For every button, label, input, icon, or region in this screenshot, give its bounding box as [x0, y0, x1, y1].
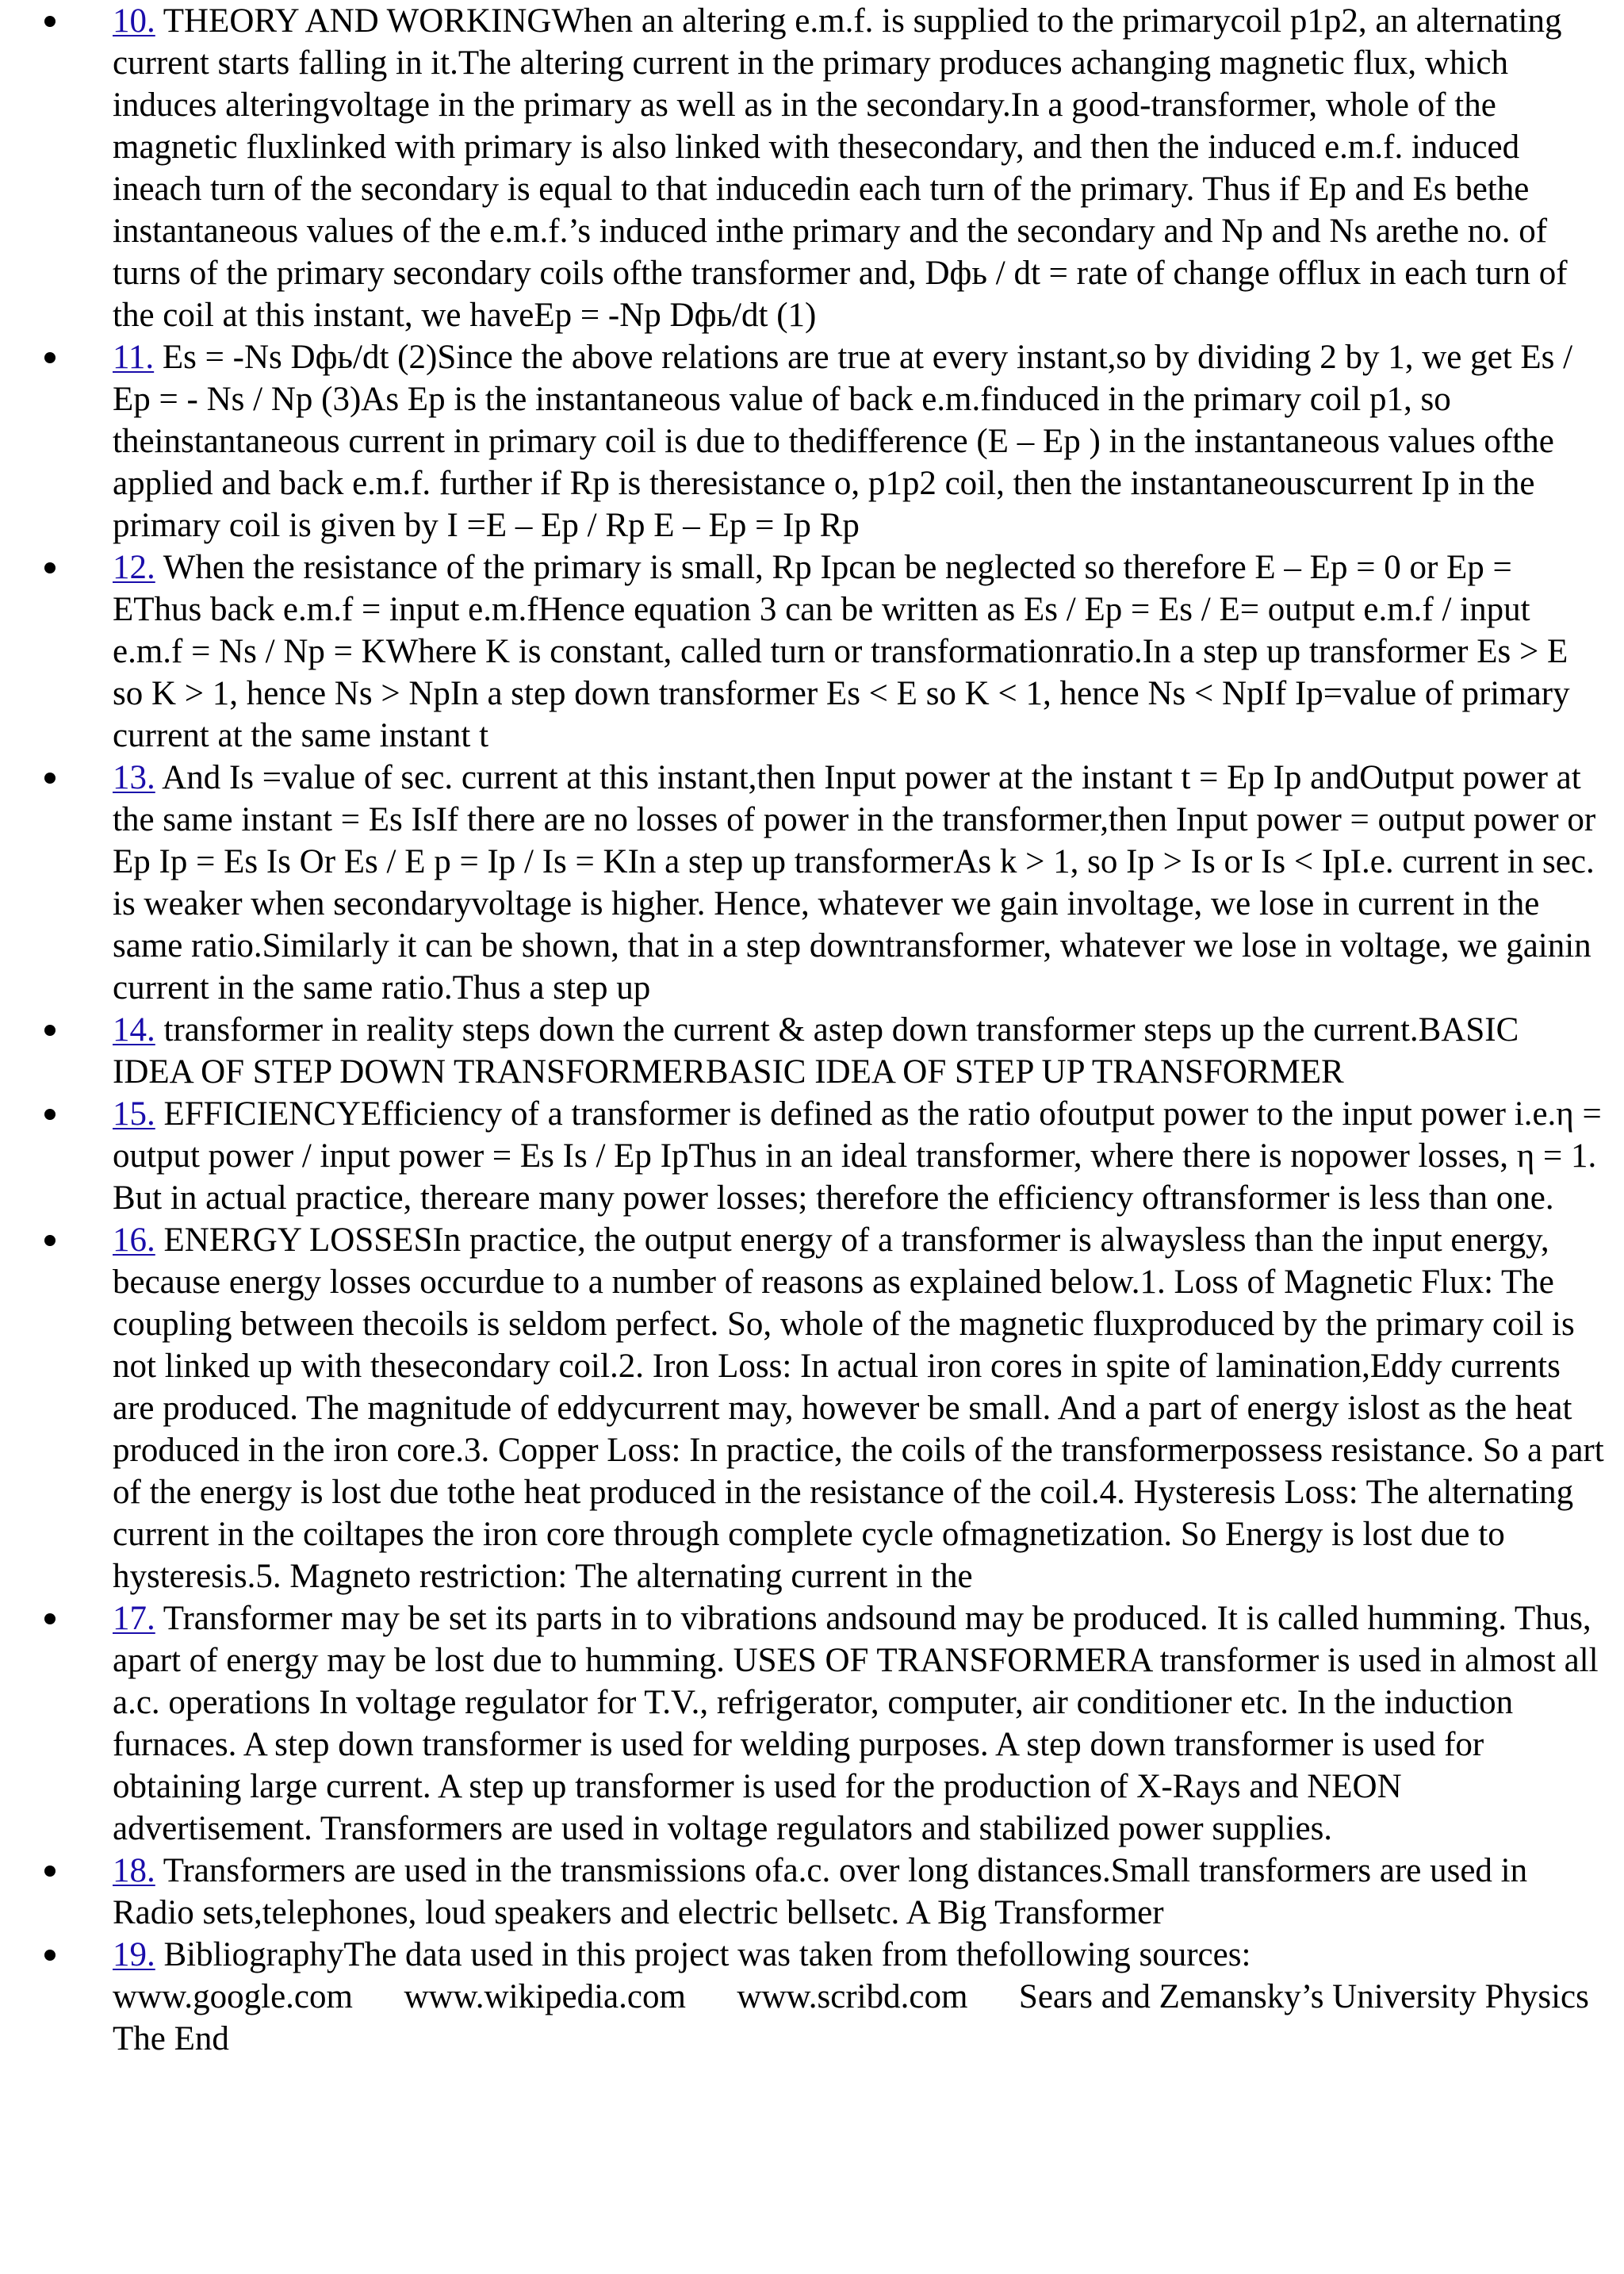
- item-text: Transformer may be set its parts in to vibrations andsound may be produced. It is called humming. Thus, apart of energy may be lost due to humming. USES OF TRANSFORMERA transformer is used in almost all a.c. operations In voltage regulator for T.V., refrigerator, computer, air conditioner etc. In the induction furnaces. A step down transformer is used for welding purposes. A step down transformer is used for obtaining large current. A step up transformer is used for the production of X-Rays and NEON advertisement. Transformers are used in voltage regulators and stabilized power supplies.: [113, 1600, 1599, 1847]
- bullet-dot: [44, 16, 56, 27]
- bullet-dot: [44, 352, 56, 363]
- bullet-dot: [44, 1613, 56, 1624]
- the-end-text: The End: [113, 2020, 229, 2057]
- list-item: [113, 0, 1605, 336]
- item-text: And Is =value of sec. current at this instant,then Input power at the instant t = Ep Ip andOutput power at the same instant = Es IsIf there are no losses of power in the transformer,then Input power = output power or Ep Ip = Es Is Or Es / E p = Ip / Is = KIn a step up transformerAs k > 1, so Ip > Is or Is < IpI.e. current in sec. is weaker when secondaryvoltage is higher. Hence, whatever we gain involtage, we lose in current in the same ratio.Similarly it can be shown, that in a step downtransformer, whatever we lose in voltage, we gainin current in the same ratio.Thus a step up: [113, 759, 1596, 1007]
- bullet-dot: [44, 1235, 56, 1246]
- slide-link-11[interactable]: 11.: [113, 339, 155, 376]
- item-text: EFFICIENCYEfficiency of a transformer is defined as the ratio ofoutput power to the input power i.e.η = output power / input power = Es Is / Ep IpThus in an ideal transformer, where there is nopower losses, η = 1. But in actual practice, thereare many power losses; therefore the efficiency oftransformer is less than one.: [113, 1095, 1602, 1217]
- list-item: [113, 336, 1605, 546]
- slide-link-18[interactable]: 18.: [113, 1852, 155, 1889]
- bullet-dot: [44, 773, 56, 784]
- source-wikipedia: www.wikipedia.com: [404, 1978, 686, 2015]
- slide-link-13[interactable]: 13.: [113, 759, 155, 796]
- bullet-dot: [44, 1025, 56, 1036]
- list-item: [113, 1093, 1605, 1219]
- bibliography-text: BibliographyThe data used in this project was taken from thefollowing sources:: [163, 1936, 1251, 1973]
- bullet-dot: [44, 562, 56, 573]
- slide-link-19[interactable]: 19.: [113, 1936, 155, 1973]
- item-text: transformer in reality steps down the current & astep down transformer steps up the current.BASIC IDEA OF STEP DOWN TRANSFORMERBASIC IDEA OF STEP UP TRANSFORMER: [113, 1011, 1519, 1091]
- item-text: THEORY AND WORKINGWhen an altering e.m.f. is supplied to the primarycoil p1p2, an alternating current starts falling in it.The altering current in the primary produces achanging magnetic flux, which induces alteringvoltage in the primary as well as in the secondary.In a good-transformer, whole of the magnetic fluxlinked with primary is also linked with thesecondary, and then the induced e.m.f. induced ineach turn of the secondary is equal to that inducedin each turn of the primary. Thus if Ep and Es bethe instantaneous values of the e.m.f.’s induced inthe primary and the secondary and Np and Ns arethe no. of turns of the primary secondary coils ofthe transformer and, Dфь / dt = rate of change offlux in each turn of the coil at this instant, we haveEp = -Np Dфь/dt (1): [113, 2, 1568, 334]
- list-item: [113, 1850, 1605, 1934]
- list-item: [113, 757, 1605, 1009]
- slide-link-17[interactable]: 17.: [113, 1600, 155, 1637]
- slide-link-15[interactable]: 15.: [113, 1095, 155, 1133]
- item-text: Transformers are used in the transmissions ofa.c. over long distances.Small transformers are used in Radio sets,telephones, loud speakers and electric bellsetc. A Big Transformer: [113, 1852, 1528, 1931]
- bullet-dot: [44, 1950, 56, 1961]
- source-textbook: Sears and Zemansky’s University Physics: [1018, 1978, 1589, 2015]
- source-google: www.google.com: [113, 1978, 353, 2015]
- list-item: [113, 1009, 1605, 1093]
- bullet-dot: [44, 1866, 56, 1877]
- slide-link-14[interactable]: 14.: [113, 1011, 155, 1049]
- bullet-dot: [44, 1109, 56, 1120]
- item-text: ENERGY LOSSESIn practice, the output energy of a transformer is alwaysless than the input energy, because energy losses occurdue to a number of reasons as explained below.1. Loss of Magnetic Flux: The coupling between thecoils is seldom perfect. So, whole of the magnetic fluxproduced by the primary coil is not linked up with thesecondary coil.2. Iron Loss: In actual iron cores in spite of lamination,Eddy currents are produced. The magnitude of eddycurrent may, however be small. And a part of energy islost as the heat produced in the iron core.3. Copper Loss: In practice, the coils of the transformerpossess resistance. So a part of the energy is lost due tothe heat produced in the resistance of the coil.4. Hysteresis Loss: The alternating current in the coiltapes the iron core through complete cycle ofmagnetization. So Energy is lost due to hysteresis.5. Magneto restriction: The alternating current in the: [113, 1221, 1604, 1595]
- slide-link-12[interactable]: 12.: [113, 549, 155, 586]
- list-item: [113, 1934, 1605, 2060]
- item-text: When the resistance of the primary is small, Rp Ipcan be neglected so therefore E – Ep = 0 or Ep = EThus back e.m.f = input e.m.fHence equation 3 can be written as Es / Ep = Es / E= output e.m.f / input e.m.f = Ns / Np = KWhere K is constant, called turn or transformationratio.In a step up transformer Es > E so K > 1, hence Ns > NpIn a step down transformer Es < E so K < 1, hence Ns < NpIf Ip=value of primary current at the same instant t: [113, 549, 1570, 754]
- source-scribd: www.scribd.com: [737, 1978, 968, 2015]
- slide-link-10[interactable]: 10.: [113, 2, 155, 40]
- list-item: [113, 546, 1605, 757]
- item-text: Es = -Ns Dфь/dt (2)Since the above relations are true at every instant,so by dividing 2 by 1, we get Es / Ep = - Ns / Np (3)As Ep is the instantaneous value of back e.m.finduced in the primary coil p1, so theinstantaneous current in primary coil is due to thedifference (E – Ep ) in the instantaneous values ofthe applied and back e.m.f. further if Rp is theresistance o, p1p2 coil, then the instantaneouscurrent Ip in the primary coil is given by I =E – Ep / Rp E – Ep = Ip Rp: [113, 339, 1573, 544]
- list-item: [113, 1597, 1605, 1850]
- list-item: [113, 1219, 1605, 1597]
- slide-link-16[interactable]: 16.: [113, 1221, 155, 1259]
